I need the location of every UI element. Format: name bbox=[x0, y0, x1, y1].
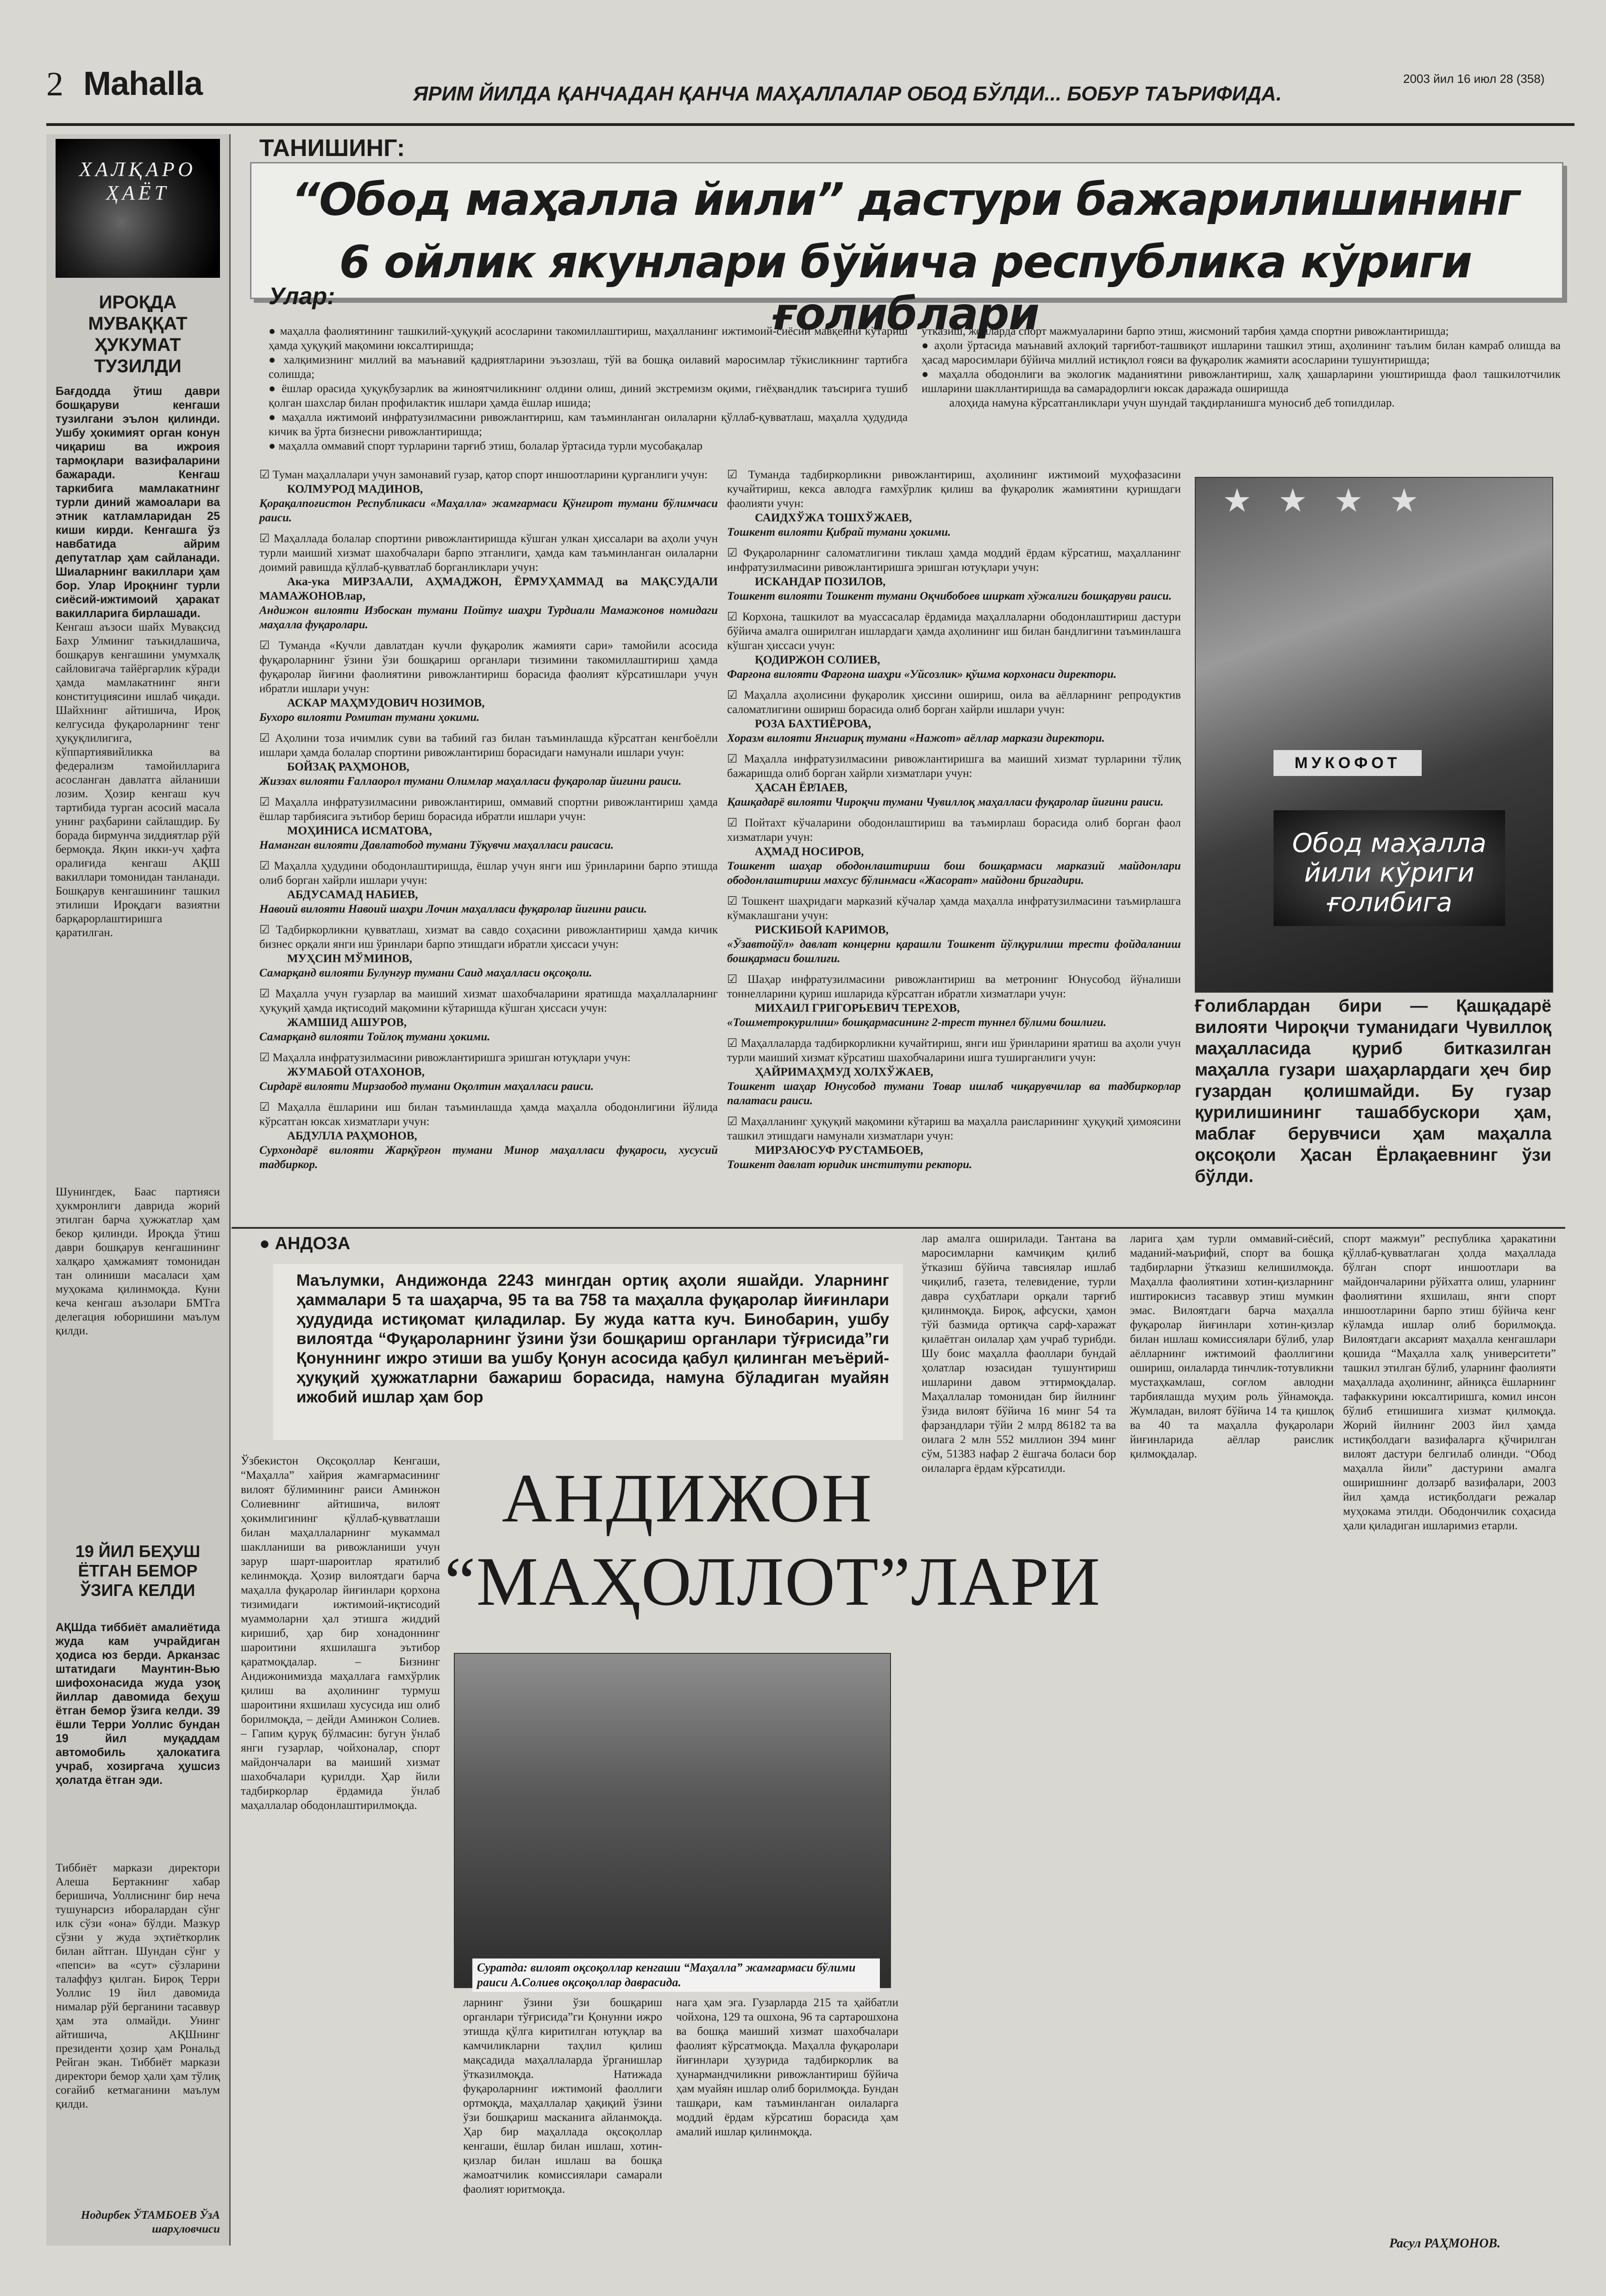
winner-entry: ☑ Маҳалланинг ҳуқуқий мақомини кўтариш ва маҳалла раисларининг ҳуқуқий ҳимоясини ташкил этишдаги намунали хизматлари учун: МИРЗАЮСУФ РУСТАМБОЕВ, Тошкент давлат юридик институти ректори. bbox=[727, 1114, 1181, 1172]
article-column-6: нага ҳам эга. Гузарларда 215 та ҳайбатли чойхона, 129 та ошхона, 96 та сартарошхона ва бошқа маиший хизмат шахобчалари фаолият кўрсатмоқда. Маҳалла фуқаролари йиғинлари ҳузурида тадбиркорлик ва ҳунармандчиликни ривожлантириш бўйича ҳам муайян ишлар олиб борилмоқда. Бундан ташқари, кам таъминланган оилаларга моддий ёрдам кўрсатиш борасида ҳам амалий ишлар қилинмоқда. bbox=[676, 1996, 898, 2138]
criteria-item: ● аҳоли ўртасида маънавий ахлоқий тарғибот-ташвиқот ишларини ташкил этиш, аҳолининг таълим билан камраб олишда ва ҳасад маросимлари бўйича миллий истиқлол ғояси ва фуқаролик жамияти асосларини тушунтиришда; bbox=[922, 338, 1561, 367]
article-title-line-2: “МАҲОЛЛОТ”ЛАРИ bbox=[445, 1543, 1101, 1620]
winner-entry: ☑ Маҳалла ҳудудини ободонлаштиришда, ёшлар учун янги иш ўринларини барпо этишда олиб борган хайрли ишлари учун: АБДУСАМАД НАБИЕВ, Навоий вилояти Навоий шаҳри Лочин маҳалласи фуқаролар йиғини раиси. bbox=[259, 859, 718, 916]
winners-list-right bbox=[727, 468, 1181, 1178]
criteria-item: ● ёшлар орасида ҳуқуқбузарлик ва жиноятчиликнинг олдини олиш, диний экстремизм оқими, гиёҳвандлик таъсирига тушиб қолган шахслар билан профилактик ишлари ҳамда ёшлар ишида; bbox=[269, 382, 908, 410]
criteria-list-right bbox=[922, 324, 1561, 410]
winner-entry: ☑ Маҳалла учун гузарлар ва маиший хизмат шахобчаларини яратишда маҳаллаларнинг ҳуқуқий ҳамда иқтисодий мақомини кўтаришда кўшган ҳиссаси учун: ЖАМШИД АШУРОВ, Самарқанд вилояти Тойлоқ тумани ҳокими. bbox=[259, 987, 718, 1044]
winner-entry: ☑ Корхона, ташкилот ва муассасалар ёрдамида маҳаллаларни ободонлаштириш дастури бўйича амалга оширилган ишлардаги ҳамда аҳолининг иш билан бандлигини таъминлашга кўшган ҳиссаси учун: ҚОДИРЖОН СОЛИЕВ, Фарғона вилояти Фарғона шаҳри «Уйсозлик» қўшма корхонаси директори. bbox=[727, 610, 1181, 682]
article-patient-body: Тиббиёт маркази директори Алеша Бертакнинг хабар беришича, Уоллиснинг бир неча тушунарсиз иборалардан сўнг илк сўзи «она» бўлди. Мазкур сўзни у жуда эҳтиёткорлик билан айтган. Шундан сўнг у «пепси» ва «сут» сўзларини талаффуз қилган. Бироқ Терри Уоллис 19 йил давомида нималар рўй берганини тасаввур ҳам эта олмайди. Унинг айтишича, АҚШнинг президенти ҳозир ҳам Рональд Рейган экан. Тиббиёт маркази директори бемор ҳали ҳам тўлиқ соғайиб кетмаганини маълум қилди. bbox=[56, 1862, 220, 2110]
article-iraq-lead: Бағдодда ўтиш даври бошқаруви кенгаши тузилгани эълон қилинди. Ушбу ҳокимият орган конун чиқариш ва ижроия тармоқлари вазифаларини бажаради. Кенгаш таркибига мамлакатнинг турли диний жамоалари ва этник катламларидан 25 киши кирди. Кенгашга ўз навбатида айрим депутатлар ҳам сайланади. Шиаларнинг вакиллари ҳам бор. Улар Ироқнинг турли сиёсий-ижтимоий ҳаракат вакилларига бирлашади. bbox=[56, 385, 220, 620]
criteria-item: ● маҳалла ижтимоий инфратузилмасини ривожлантириш, кам таъминланган оилаларни қўллаб-қувватлаш, маҳалла ҳудудида кичик ва ўрта бизнесни ривожлантиришда; bbox=[269, 410, 908, 439]
article-author: Расул РАҲМОНОВ. bbox=[1389, 2236, 1501, 2251]
winner-entry: ☑ Маҳаллаларда тадбиркорликни кучайтириш, янги иш ўринларини яратиш ва аҳоли учун турли маиший хизмат кўрсатиш шахобчаларини ишга туширганлиги учун: ҲАЙРИМАҲМУД ХОЛХЎЖАЕВ, Тошкент шаҳар Юнусобод тумани Товар ишлаб чиқарувчилар ва тадбиркорлар палатаси раиси. bbox=[727, 1036, 1181, 1108]
newspaper-name: Mahalla bbox=[83, 65, 203, 102]
article-column-2: лар амалга оширилади. Тантана ва маросимларни камчиқим қилиб ўтказиш бўйича тавсиялар ишлаб чиқилиб, газета, телевидение, турли давра суҳбатлари орқали тарғиб қилинмоқда. Бироқ, афсуски, ҳамон тўй базмида ортиқча сарф-харажат қилаётган оилалар ҳам учраб турибди. Шу боис маҳалла фаоллари бундай ҳолатлар юзасидан тушунтириш ишларини давом эттирмоқдалар. Маҳаллалар томонидан бир йилнинг ўзида вилоят бўйича 16 минг 54 та фарзандлари тўйи 2 млрд 86182 та ва оилага 2 млн 552 миллион 394 минг сўм, 51383 нафар 2 ёшгача боласи бор оилаларга ёрдам кўрсатилди. bbox=[922, 1232, 1116, 1475]
section-rubric-tanishing: ТАНИШИНГ: bbox=[259, 135, 405, 162]
article-lead: Маълумки, Андижонда 2243 мингдан ортиқ аҳоли яшайди. Уларнинг ҳаммалари 5 та шаҳарча, 95 та ва 758 та маҳалла фуқаролар йиғинлари ҳудудида истиқомат қиладилар. Бу жуда катта куч. Бинобарин, ушбу вилоятда “Фуқароларнинг ўзини ўзи бошқариш органлари тўғрисида”ги Қонуннинг ижро этиши ва ушбу Қонун асосида қабул қилинган меъёрий-ҳуқуқий ҳужжатларни бажариш борасида, намуна бўладиган муайян ижобий ишлар ҳам бор bbox=[296, 1271, 889, 1406]
criteria-item: ● халқимизнинг миллий ва маънавий қадриятларини эъзозлаш, тўй ва бошқа оилавий маросимлар тўкисликнинг тартибга солишда; bbox=[269, 353, 908, 382]
winner-entry: ☑ Маҳаллада болалар спортини ривожлантиришда кўшган улкан ҳиссалари ва аҳоли учун турли маиший хизмат шахобчалари барпо этганлиги, ҳамда кам таъминланган оилаларни доимий равишда қўллаб-қувватлаб борганликлари учун: Ака-ука МИРЗААЛИ, АҲМАДЖОН, ЁРМУҲАММАД ва МАҚСУДАЛИ МАМАЖОНОВлар, Андижон вилояти Избоскан тумани Пойтуғ шаҳри Турдиали Мамажонов номидаги маҳалла фуқаролари. bbox=[259, 532, 718, 632]
winner-entry: ☑ Шаҳар инфратузилмасини ривожлантириш ва метронинг Юнусобод йўналиши тоннелларини қуриш ишларида кўрсатган ибратли хизматлари учун: МИХАИЛ ГРИГОРЬЕВИЧ ТЕРЕХОВ, «Тошметрокурилиш» бошқармасининг 2-трест туннел бўлими бошлиғи. bbox=[727, 972, 1181, 1030]
article-patient-lead: АҚШда тиббиёт амалиётида жуда кам учрайдиган ҳодиса юз берди. Арканзас штатидаги Маунтин-Вью шифохонасида жуда узоқ йиллар давомида беҳуш ётган бемор ўзига келди. 39 ёшли Терри Уоллис бундан 19 йил муқаддам автомобиль ҳалокатига учраб, хозиргача ҳушсиз ҳолатда ётган эди. bbox=[56, 1621, 220, 1787]
halqaro-hayot-logo: ХАЛҚАРО ҲАЁТ bbox=[56, 139, 220, 278]
winners-list-left bbox=[259, 468, 718, 1178]
winner-entry: ☑ Маҳалла инфратузилмасини ривожлантириш, оммавий спортни ривожлантириш ҳамда ёшлар тарбиясига эътибор бериш борасида ибратли ишлари учун: МОҲИНИСА ИСМАТОВА, Наманган вилояти Давлатобод тумани Тўқувчи маҳалласи раисаси. bbox=[259, 795, 718, 852]
issue-date: 2003 йил 16 июл 28 (358) bbox=[1403, 72, 1545, 86]
section-rubric-andoza: ● АНДОЗА bbox=[259, 1234, 351, 1253]
page-number: 2 bbox=[46, 65, 63, 103]
winner-entry: ☑ Маҳалла ёшларини иш билан таъминлашда ҳамда маҳалла ободонлигини йўлида кўрсатган юксак хизматлари учун: АБДУЛЛА РАҲМОНОВ, Сурхондарё вилояти Жарқўрғон тумани Минор маҳалласи фуқароси, хусусий тадбиркор. bbox=[259, 1100, 718, 1172]
article-title-line-1: АНДИЖОН bbox=[502, 1460, 874, 1537]
winner-entry: ☑ Фуқароларнинг саломатлигини тиклаш ҳамда моддий ёрдам кўрсатиш, маҳалланинг инфратузилмасини ривожлантиришга эришган ютуқлари учун: ИСКАНДАР ПОЗИЛОВ, Тошкент вилояти Тошкент тумани Оқчибобоев ширкат хўжалиги бошқаруви раиси. bbox=[727, 546, 1181, 603]
criteria-item: ● маҳалла фаолиятининг ташкилий-ҳуқуқий асосларини такомиллаштириш, маҳалланинг ижтимоий-сиёсий мавқеини кўтариш ҳамда ҳуқуқий мақомини юксалтиришда; bbox=[269, 324, 908, 353]
winner-entry: ☑ Тадбиркорликни қувватлаш, хизмат ва савдо соҳасини ривожлантириш ҳамда кичик бизнес орқали янги иш ўринлари барпо этишдаги ибратли ҳиссаси учун: МУҲСИН МЎМИНОВ, Самарқанд вилояти Булунғур тумани Саид маҳалласи оқсоқоли. bbox=[259, 923, 718, 980]
header-divider bbox=[46, 123, 1575, 126]
winner-entry: ☑ Маҳалла аҳолисини фуқаролик ҳиссини ошириш, оила ва аёлларнинг репродуктив саломатлигини ошириш борасида олиб борган хайрли ишлари учун: РОЗА БАХТИЁРОВА, Хоразм вилояти Янгиариқ тумани «Нажот» аёллар маркази директори. bbox=[727, 688, 1181, 745]
section-divider bbox=[232, 1227, 1565, 1229]
winner-entry: ☑ Маҳалла инфратузилмасини ривожлантиришга эришган ютуқлари учун: ЖУМАБОЙ ОТАХОНОВ, Сирдарё вилояти Мирзаобод тумани Оқолтин маҳалласи раиси. bbox=[259, 1051, 718, 1094]
winner-entry: ☑ Аҳолини тоза ичимлик суви ва табиий газ билан таъминлашда кўрсатган кенгбоёлли ишлари ҳамда болалар спортини ривожлантириш борасидаги намунали ишлари учун: БОЙЗАҚ РАҲМОНОВ, Жиззах вилояти Ғаллаорол тумани Олимлар маҳалласи фуқаролар йиғини раиси. bbox=[259, 731, 718, 788]
elders-photo-caption: Суратда: вилоят оқсоқоллар кенгаши “Маҳалла” жамғармаси бўлими раиси А.Солиев оқсоқоллар даврасида. bbox=[472, 1958, 880, 1992]
elders-photo bbox=[454, 1653, 891, 1988]
winner-entry: ☑ Туман маҳаллалари учун замонавий гузар, қатор спорт иншоотларини қурганлиги учун: КОЛМУРОД МАДИНОВ, Қорақалпоғистон Республикаси «Маҳалла» жамғармаси Қўнғирот тумани бўлимчаси раиси. bbox=[259, 468, 718, 525]
article-patient-author: Нодирбек ЎТАМБОЕВ ЎзА шарҳловчиси bbox=[81, 2209, 220, 2235]
article-column-3: ларига ҳам турли оммавий-сиёсий, маданий-маърифий, спорт ва бошқа тадбирларни ўтказиш келишилмоқда. Маҳалла фаолиятини хотин-қизларнинг иштирокисиз тасаввур этиш мумкин эмас. Вилоятдаги барча маҳалла фуқаролар йиғинлари хотин-қизлар билан ишлаш комиссиялари бўлиб, улар аёлларнинг ижтимоий фаоллигини ошириш, оилаларда тинчлик-тотувликни мустаҳкамлаш, соғлом авлодни тарбиялашда муҳим роль ўйнамоқда. Жумладан, вилоят бўйича 14 та қишлоқ ва 40 та маҳалла фуқаролари йиғинларида аёллар раислик қилмоқдалар. bbox=[1130, 1232, 1334, 1460]
article-iraq-body: Кенгаш аъзоси шайх Мувақсид Бахр Улминиг таъкидлашича, бошқарув кенгашини умумхалқ сайловигача тайёргарлик кўради ҳамда мамлакатнинг янги конституциясини ишлаб чиқади. Шайхнинг айтишича, Ироқ келгусида фуқароларнинг тенг ҳуқуқлилигига, кўппартиявийликка ва федерализм тамойилларига асосланган давлатга айланиши лозим. Ҳозир кенгаш куч тартибида турган асосий масала унинг раҳбарини сайлашдир. Бу борада бирмунча зиддиятлар рўй бермоқда. Яқин икки-уч ҳафта оралиғида кенгаш АҚШ вакиллари томонидан танланади. Бошқарув кенгашининг ташкил этилиши Ироқдаги вазиятни барқарорлаштиришга қаратилган. bbox=[56, 621, 220, 939]
main-headline-line-1: “Обод маҳалла йили” дастури бажарилишининг bbox=[291, 174, 1519, 225]
winner-entry: ☑ Туманда «Кучли давлатдан кучли фуқаролик жамияти сари» тамойили асосида фуқароларнинг ўзини ўзи бошқариш органлари тизимини такомиллаштириш ҳамда фуқаролар йиғини фаолиятини ривожлантириш борасида фаолият кўрсатишлари учун ибратли ишлари учун: АСКАР МАҲМУДОВИЧ НОЗИМОВ, Бухоро вилояти Ромитан тумани ҳокими. bbox=[259, 638, 718, 725]
criteria-item: ● маҳалла ободонлиги ва экологик маданиятини ривожлантириш, халқ ҳашарларини уюштиришда фаол ташкилотчилик ишларини шакллантиришда ва самарадорлиги юксак даражада оширишда bbox=[922, 367, 1561, 396]
article-iraq-title: ИРОҚДА МУВАҚҚАТ ҲУКУМАТ ТУЗИЛДИ bbox=[88, 292, 188, 376]
criteria-list-left bbox=[269, 324, 908, 453]
tv-screen-prize: Обод маҳалла йили кўриги ғолибига bbox=[1274, 810, 1505, 926]
article-column-5: ларнинг ўзини ўзи бошқариш органлари тўғрисида”ги Қонунни ижро этишда қўлга киритилган ютуқлар ва камчиликларни таҳлил қилиш мақсадида маҳаллаларда ўрганишлар ўтказилмоқда. Натижада фуқароларнинг ижтимоий фаоллиги ортмоқда, маҳаллалар ҳақиқий ўзини ўзи бошқариш масканига айланмоқда. Ҳар бир маҳаллада оқсоқоллар кенгаши, ёшлар билан ишлаш, хотин-қизлар билан ишлаш ва бошқа жамоатчилик комиссиялари самарали фаолият юритмоқда. bbox=[463, 1996, 662, 2196]
criteria-item: ● маҳалла оммавий спорт турларини тарғиб этиш, болалар ўртасида турли мусобақалар bbox=[269, 439, 908, 453]
criteria-item: ўтказиш, жойларда спорт мажмуаларини барпо этиш, жисмоний тарбия ҳамда спортни ривожлантиришда; bbox=[922, 325, 1449, 338]
article-patient-title: 19 ЙИЛ БЕҲУШ ЁТГАН БЕМОР ЎЗИГА КЕЛДИ bbox=[75, 1542, 201, 1600]
article-column-1: Ўзбекистон Оқсоқоллар Кенгаши, “Маҳалла” хайрия жамғармасининг вилоят бўлимининг раиси Аминжон Солиевнинг айтишича, вилоят ҳокимлигининг қўллаб-қувватлаши билан маҳаллаларнинг мукаммал шаклланиши ва ривожланиши учун зарур шарт-шароитлар яратилиб келинмоқда. Ҳозир вилоятдаги барча маҳалла фуқаролар йиғинлари қорхона тизимидаги ижтимоий-иқтисодий муаммоларни ҳал этишга жиддий киришиб, ҳар бир хонадоннинг шароитини яхшилашга эътибор қаратмоқдалар. – Бизнинг Андижонимизда маҳаллага ғамхўрлик қилиш ва аҳолининг турмуш шароитини яхшилаш хусусида иш олиб борилмоқда, – дейди Аминжон Солиев. – Гапим қуруқ бўлмасин: бугун ўнлаб янги гузарлар, чойхоналар, спорт майдончалари ва маиший хизмат шахобчалари қурилди. Ҳар йили тадбиркорлар ёрдамида ўнлаб маҳаллалар ободонлаштирилмоқда. bbox=[241, 1455, 440, 1812]
winner-entry: ☑ Пойтахт кўчаларини ободонлаштириш ва таъмирлаш борасида олиб борган фаол хизматлари учун: АҲМАД НОСИРОВ, Тошкент шаҳар ободонлаштириш бош бошқармаси марказий майдонлари ободонлаштириш махсус бўлинмаси «Жасорат» майдони бригадири. bbox=[727, 816, 1181, 888]
winner-photo-caption: Ғолиблардан бири — Қашқадарё вилояти Чироқчи туманидаги Чувиллоқ маҳалласида қуриб битказилган маҳалла гузари шаҳарлардаги ҳеч бир гузардан қолишмайди. Бу гузар қурилишининг ташаббускори ҳам, маблағ берувчиси ҳам маҳалла оқсоқоли Ҳасан Ёрлақаевнинг ўзи бўлди. bbox=[1195, 996, 1551, 1186]
award-label: МУКОФОТ bbox=[1274, 750, 1422, 776]
flag-stars: ★ ★ ★ ★ bbox=[1223, 483, 1428, 519]
main-headline-line-2: 6 ойлик якунлари бўйича республика кўриги ғолиблари bbox=[339, 236, 1472, 340]
headline-subhead: Улар: bbox=[269, 283, 335, 310]
article-iraq-body-2: Шунингдек, Баас партияси ҳукмронлиги даврида жорий этилган барча ҳужжатлар ҳам бекор қилинди. Ироқда ўтиш даври бошқарув кенгашининг халқаро ҳамжамият томонидан тан олиниши масаласи ҳам муҳокама қилинмоқда. Куни кеча кенгаш аъзолари БМТга делегация юборишини маълум қилди. bbox=[56, 1186, 220, 1337]
article-column-4: спорт мажмуи” республика ҳаракатини қўллаб-қувватлаган ҳолда маҳаллада бўлган спорт иншоотлари ва майдончаларини рўйхатга олиш, уларнинг фаолиятини яхшилаш, янги спорт иншоотларини барпо этиш бўйича кенг кўламда ишлар олиб борилмоқда. Вилоятдаги аксарият маҳалла кенгашлари қошида “Маҳалла халқ университети” ташкил этилган бўлиб, уларнинг фаолияти маҳаллада аҳолининг, айниқса ёшларнинг тафаккурини юксалтиришга, комил инсон бўлиб етишишига хизмат қилмоқда. Жорий йилнинг 2003 йил ҳамда истиқболдаги вазифаларга қўчирилган вилоят дастури белгилаб олинди. “Обод маҳалла йили” дастурини амалга оширишнинг долзарб вазифалари, 2003 йил ҳамда истиқболдаги режалар муҳокама этилди. Ободончилик соҳасида ҳали қиладиган ишларимиз етарли. bbox=[1343, 1232, 1556, 1532]
winner-entry: ☑ Туманда тадбиркорликни ривожлантириш, аҳолининг ижтимоий муҳофазасини кучайтириш, кекса авлодга ғамхўрлик қилиш ва фуқаролик жамиятини қуришдаги фаолияти учун: САИДХЎЖА ТОШХЎЖАЕВ, Тошкент вилояти Қибрай тумани ҳокими. bbox=[727, 468, 1181, 539]
criteria-conclusion: алоҳида намуна кўрсатганликлари учун шундай тақдирланишга муносиб деб топилдилар. bbox=[949, 397, 1395, 409]
header-promo: ЯРИМ ЙИЛДА ҚАНЧАДАН ҚАНЧА МАҲАЛЛАЛАР ОБОД БЎЛДИ... БОБУР ТАЪРИФИДА. bbox=[413, 82, 1282, 105]
winner-entry: ☑ Тошкент шаҳридаги марказий кўчалар ҳамда маҳалла инфратузилмасини таъмирлашга кўмаклашгани учун: РИСКИБОЙ КАРИМОВ, «Ўзавтойўл» давлат концерни қарашли Тошкент йўлқурилиш трести фойдаланиш бошқармаси бошлиғи. bbox=[727, 894, 1181, 966]
winner-entry: ☑ Маҳалла инфратузилмасини ривожлантиришга ва маиший хизмат турларини тўлиқ бажаришда олиб борган хайрли хизматлари учун: ҲАСАН ЁРЛАЕВ, Қашқадарё вилояти Чироқчи тумани Чувиллоқ маҳалласи фуқаролар йиғини раиси. bbox=[727, 752, 1181, 809]
